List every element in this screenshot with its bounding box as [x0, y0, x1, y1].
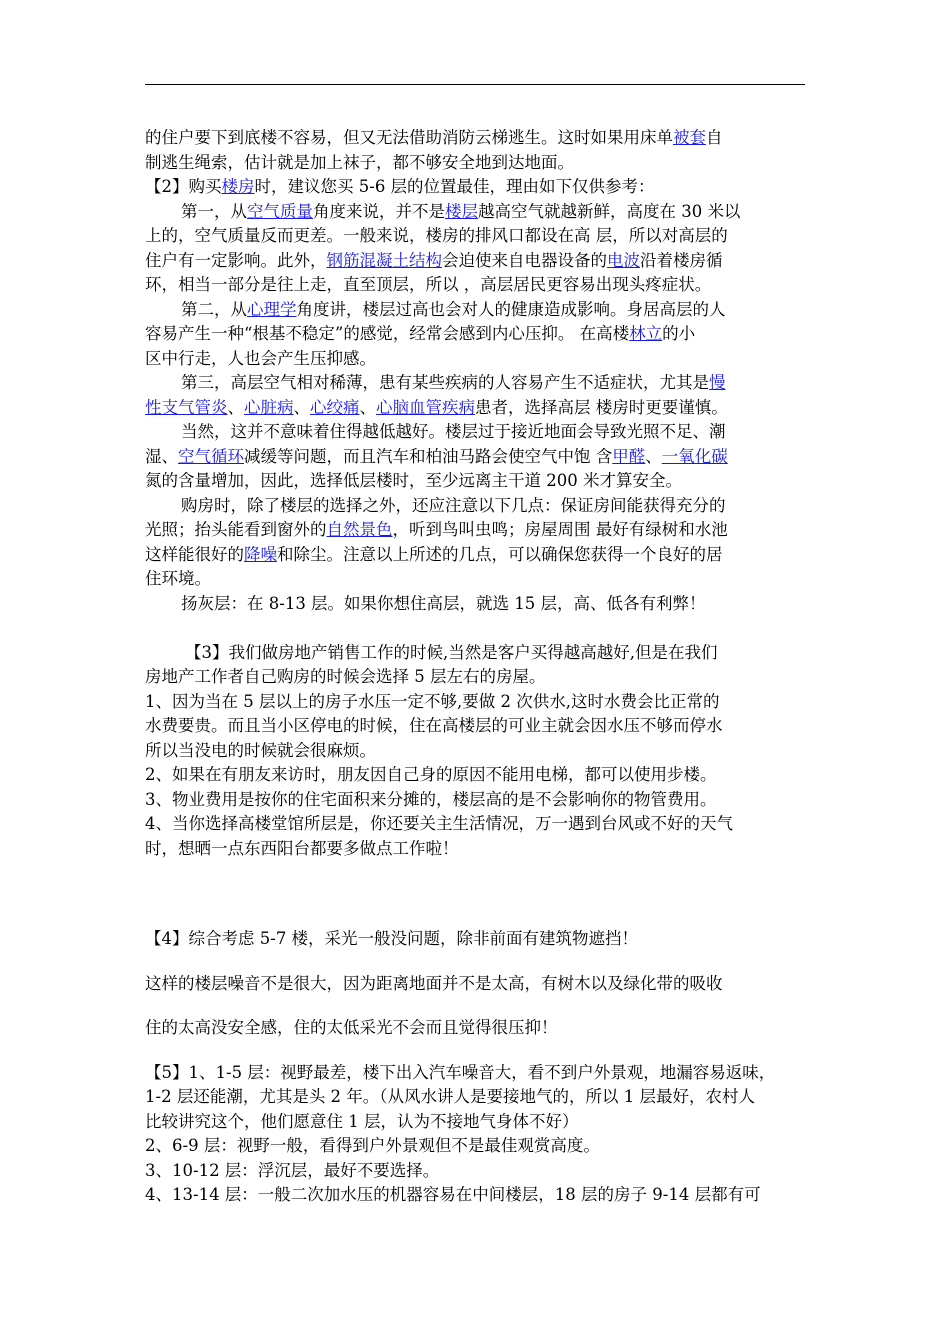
- paragraph-line: 2、6-9 层：视野一般，看得到户外景观但不是最佳观赏高度。: [145, 1136, 600, 1155]
- paragraph-line: 的住户要下到底楼不容易，但又无法借助消防云梯逃生。这时如果用床单被套自: [145, 128, 723, 147]
- header-rule: [145, 84, 805, 85]
- paragraph-line: 1-2 层还能潮，尤其是头 2 年。（从风水讲人是要接地气的，所以 1 层最好，农村人: [145, 1087, 756, 1106]
- paragraph-line: 住的太高没安全感，住的太低采光不会而且觉得很压抑！: [145, 1018, 558, 1037]
- link-ziranjingse[interactable]: 自然景色: [326, 520, 393, 539]
- paragraph-line: 住户有一定影响。此外，钢筋混凝土结构会迫使来自电器设备的电波沿着楼房循: [145, 250, 723, 270]
- section-5-heading: 【5】1、1-5 层：视野最差，楼下出入汽车噪音大，看不到户外景观，地漏容易返味，: [145, 1062, 776, 1082]
- paragraph-line: 区中行走，人也会产生压抑感。: [145, 348, 376, 368]
- paragraph-line: 水费要贵。而且当小区停电的时候，住在高楼层的可业主就会因水压不够而停水: [145, 716, 723, 735]
- paragraph-line: 时，想晒一点东西阳台都要多做点工作啦！: [145, 838, 459, 858]
- link-zhiqiguanyan[interactable]: 性支气管炎: [145, 397, 228, 417]
- paragraph-line: 性支气管炎、心脏病、心绞痛、心脑血管疾病患者，选择高层 楼房时更要谨慎。: [145, 397, 728, 417]
- link-xinzangbing[interactable]: 心脏病: [244, 397, 294, 417]
- paragraph-line: 光照；抬头能看到窗外的自然景色，听到鸟叫虫鸣；房屋周围 最好有绿树和水池: [145, 520, 728, 539]
- paragraph-line: 3、10-12 层：浮沉层，最好不要选择。: [145, 1160, 440, 1180]
- paragraph-line: 环，相当一部分是往上走，直至顶层，所以 ，高层居民更容易出现头疼症状。: [145, 275, 712, 294]
- paragraph-line: 第二，从心理学角度讲，楼层过高也会对人的健康造成影响。身居高层的人: [181, 299, 726, 319]
- paragraph-line: 这样的楼层噪音不是很大，因为距离地面并不是太高，有树木以及绿化带的吸收: [145, 973, 723, 993]
- paragraph-line: 4、13-14 层：一般二次加水压的机器容易在中间楼层，18 层的房子 9-14 层都有可: [145, 1185, 761, 1204]
- section-2-heading: 【2】购买楼房时，建议您买 5-6 层的位置最佳，理由如下仅供参考：: [145, 177, 655, 196]
- spacer: [145, 861, 809, 905]
- link-louceng[interactable]: 楼层: [445, 201, 478, 221]
- link-loufang[interactable]: 楼房: [221, 177, 255, 196]
- paragraph-line: 制逃生绳索，估计就是加上袜子，都不够安全地到达地面。: [145, 152, 574, 172]
- paragraph-line: 容易产生一种“根基不稳定”的感觉，经常会感到内心压抑。 在高楼林立的小: [145, 324, 696, 343]
- paragraph-line: 所以当没电的时候就会很麻烦。: [145, 740, 376, 760]
- paragraph-line: 住环境。: [145, 569, 211, 588]
- paragraph-line: 扬灰层：在 8-13 层。如果你想住高层，就选 15 层，高、低各有利弊！: [181, 593, 706, 613]
- paragraph-line: 当然，这并不意味着住得越低越好。楼层过于接近地面会导致光照不足、潮: [181, 422, 726, 441]
- paragraph-line: 氮的含量增加，因此，选择低层楼时，至少远离主干道 200 米才算安全。: [145, 471, 682, 490]
- link-gangjin[interactable]: 钢筋混凝土结构: [326, 250, 442, 270]
- link-xinnaoxueguan[interactable]: 心脑血管疾病: [376, 397, 475, 417]
- paragraph-line: 上的，空气质量反而更差。一般来说，楼房的排风口都设在高 层，所以对高层的: [145, 226, 728, 245]
- link-man[interactable]: 慢: [709, 373, 726, 392]
- link-kongqizhiliang[interactable]: 空气质量: [247, 201, 313, 221]
- link-kongqixunhuan[interactable]: 空气循环: [178, 446, 244, 466]
- paragraph-line: 2、如果在有朋友来访时，朋友因自己身的原因不能用电梯，都可以使用步楼。: [145, 765, 717, 784]
- paragraph-line: 这样能很好的降噪和除尘。注意以上所述的几点，可以确保您获得一个良好的居: [145, 544, 723, 564]
- paragraph-line: 房地产工作者自己购房的时候会选择 5 层左右的房屋。: [145, 667, 546, 686]
- paragraph-line: 3、物业费用是按你的住宅面积来分摊的，楼层高的是不会影响你的物管费用。: [145, 789, 717, 809]
- paragraph-line: 4、当你选择高楼堂馆所层是，你还要关主生活情况，万一遇到台风或不好的天气: [145, 814, 733, 833]
- link-yiyanghuatan[interactable]: 一氧化碳: [661, 446, 728, 466]
- spacer: [145, 616, 809, 641]
- paragraph-line: 湿、空气循环减缓等问题，而且汽车和柏油马路会使空气中饱 含甲醛、一氧化碳: [145, 446, 728, 466]
- link-jiaquan[interactable]: 甲醛: [612, 446, 646, 466]
- link-beitao[interactable]: 被套: [673, 128, 706, 147]
- paragraph-line: 第三，高层空气相对稀薄，患有某些疾病的人容易产生不适症状，尤其是慢: [181, 373, 726, 392]
- section-3-heading: 【3】我们做房地产销售工作的时候,当然是客户买得越高越好,但是在我们: [185, 642, 718, 662]
- link-linli[interactable]: 林立: [629, 324, 663, 343]
- spacer: [145, 905, 809, 927]
- paragraph-line: 比较讲究这个，他们愿意住 1 层，认为不接地气身体不好）: [145, 1111, 579, 1131]
- link-xinjiaotong[interactable]: 心绞痛: [310, 397, 360, 417]
- link-jiangzao[interactable]: 降噪: [244, 544, 277, 564]
- link-xinlixue[interactable]: 心理学: [247, 299, 297, 319]
- link-dianbo[interactable]: 电波: [607, 250, 640, 270]
- paragraph-line: 购房时，除了楼层的选择之外，还应注意以下几点：保证房间能获得充分的: [181, 495, 726, 515]
- section-4-heading: 【4】综合考虑 5-7 楼，采光一般没问题，除非前面有建筑物遮挡！: [145, 929, 639, 948]
- paragraph-line: 1、因为当在 5 层以上的房子水压一定不够,要做 2 次供水,这时水费会比正常的: [145, 691, 720, 711]
- document-body: [145, 126, 809, 1208]
- paragraph-line: 第一，从空气质量角度来说，并不是楼层越高空气就越新鲜，高度在 30 米以: [181, 201, 741, 221]
